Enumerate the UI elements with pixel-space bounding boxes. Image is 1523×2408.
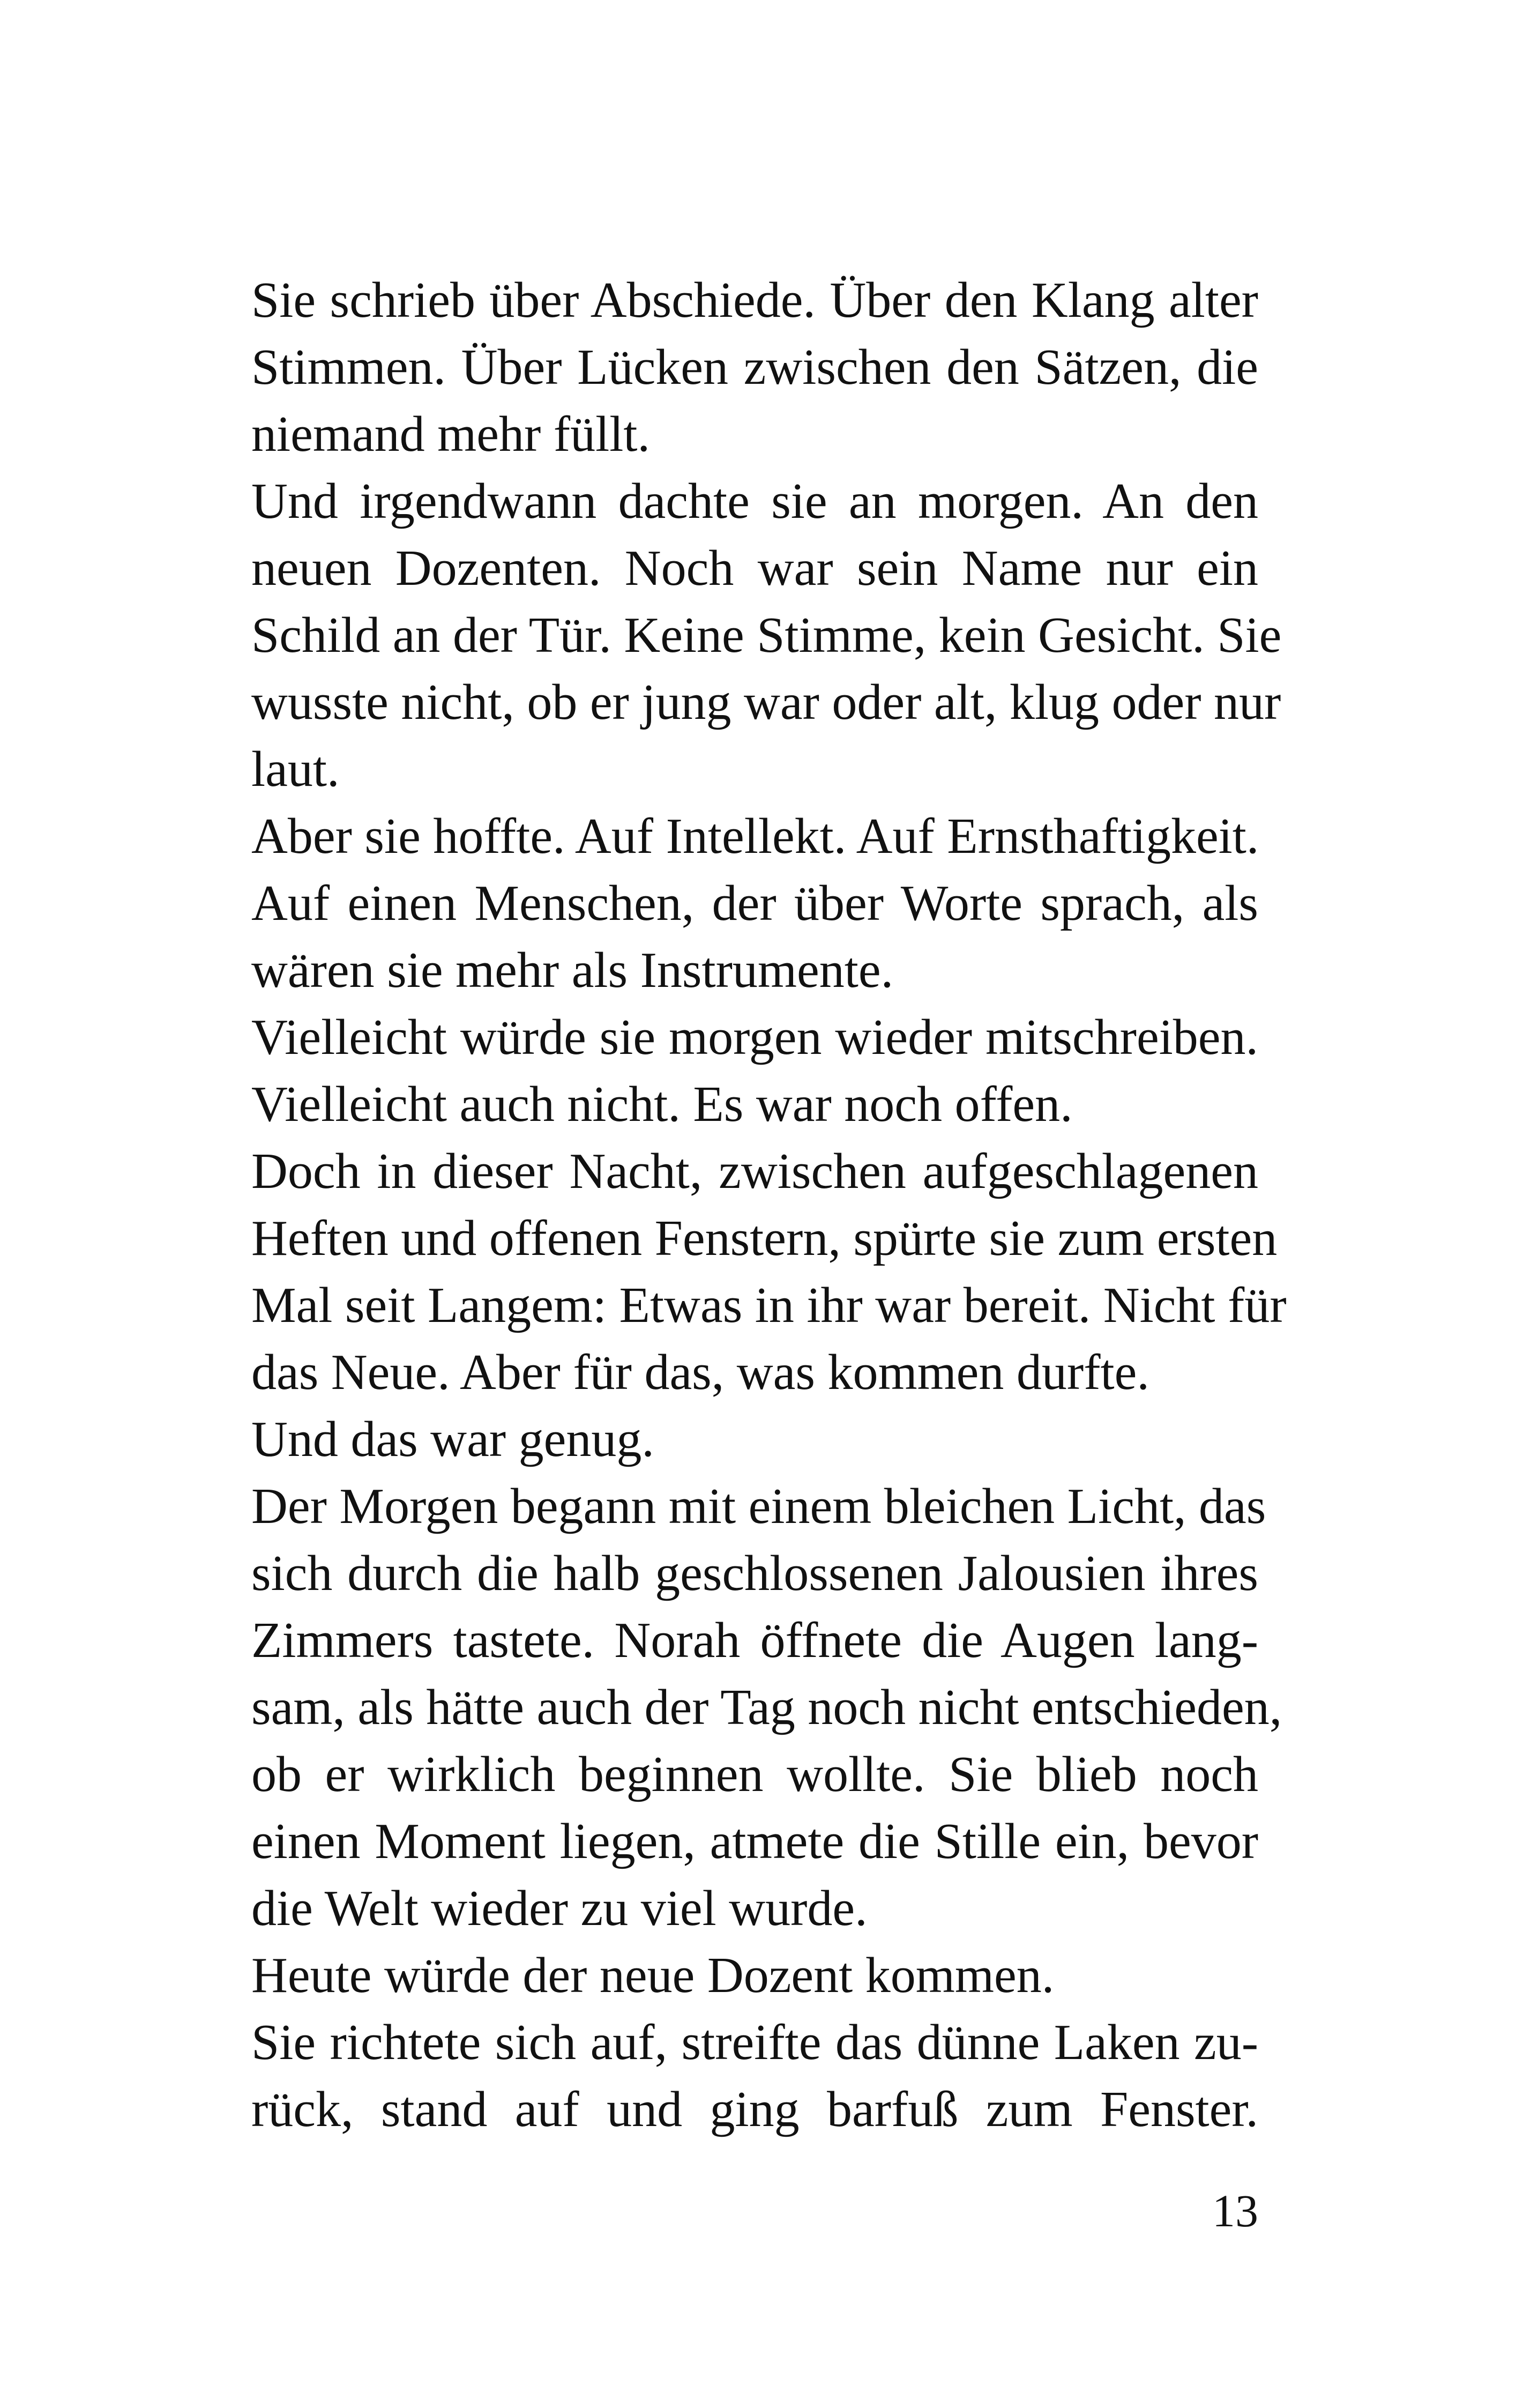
text-line: ob er wirklich beginnen wollte. Sie blieb noch [251,1746,1258,1802]
text-line: einen Moment liegen, atmete die Stille ein, bevor [251,1814,1258,1869]
text-line: Auf einen Menschen, der über Worte sprach, als [251,875,1258,931]
body-text [251,267,1287,2143]
text-line: das Neue. Aber für das, was kommen durfte. [251,1344,1149,1400]
page-number: 13 [1212,2185,1258,2236]
text-line: Heften und offenen Fenstern, spürte sie zum ersten [251,1210,1278,1266]
text-line: Der Morgen begann mit einem bleichen Licht, das [251,1478,1266,1534]
text-line: laut. [251,741,340,797]
text-line: Aber sie hoffte. Auf Intellekt. Auf Ernsthaftigkeit. [251,808,1259,864]
text-line: Und das war genug. [251,1411,654,1467]
text-line: Zimmers tastete. Norah öffnete die Augen lang- [251,1612,1258,1668]
text-line: Schild an der Tür. Keine Stimme, kein Gesicht. Sie [251,607,1282,663]
text-line: Doch in dieser Nacht, zwischen aufgeschlagenen [251,1143,1258,1199]
text-line: Vielleicht würde sie morgen wieder mitschreiben. [251,1009,1258,1065]
text-line: Und irgendwann dachte sie an morgen. An den [251,473,1258,529]
text-line: wusste nicht, ob er jung war oder alt, klug oder nur [251,674,1281,730]
text-line: wären sie mehr als Instrumente. [251,942,894,998]
text-line: neuen Dozenten. Noch war sein Name nur ein [251,540,1258,596]
text-line: die Welt wieder zu viel wurde. [251,1881,868,1936]
text-line: niemand mehr füllt. [251,406,650,462]
text-line: sich durch die halb geschlossenen Jalousien ihres [251,1545,1258,1601]
text-line: sam, als hätte auch der Tag noch nicht entschieden, [251,1679,1282,1735]
text-line: rück, stand auf und ging barfuß zum Fenster. [251,2082,1258,2137]
text-line: Stimmen. Über Lücken zwischen den Sätzen, die [251,339,1258,395]
text-line: Heute würde der neue Dozent kommen. [251,1948,1055,2003]
text-line: Sie schrieb über Abschiede. Über den Klang alter [251,272,1258,328]
text-line: Mal seit Langem: Etwas in ihr war bereit. Nicht für [251,1277,1287,1333]
text-line: Sie richtete sich auf, streifte das dünne Laken zu- [251,2015,1258,2070]
text-line: Vielleicht auch nicht. Es war noch offen. [251,1076,1073,1132]
